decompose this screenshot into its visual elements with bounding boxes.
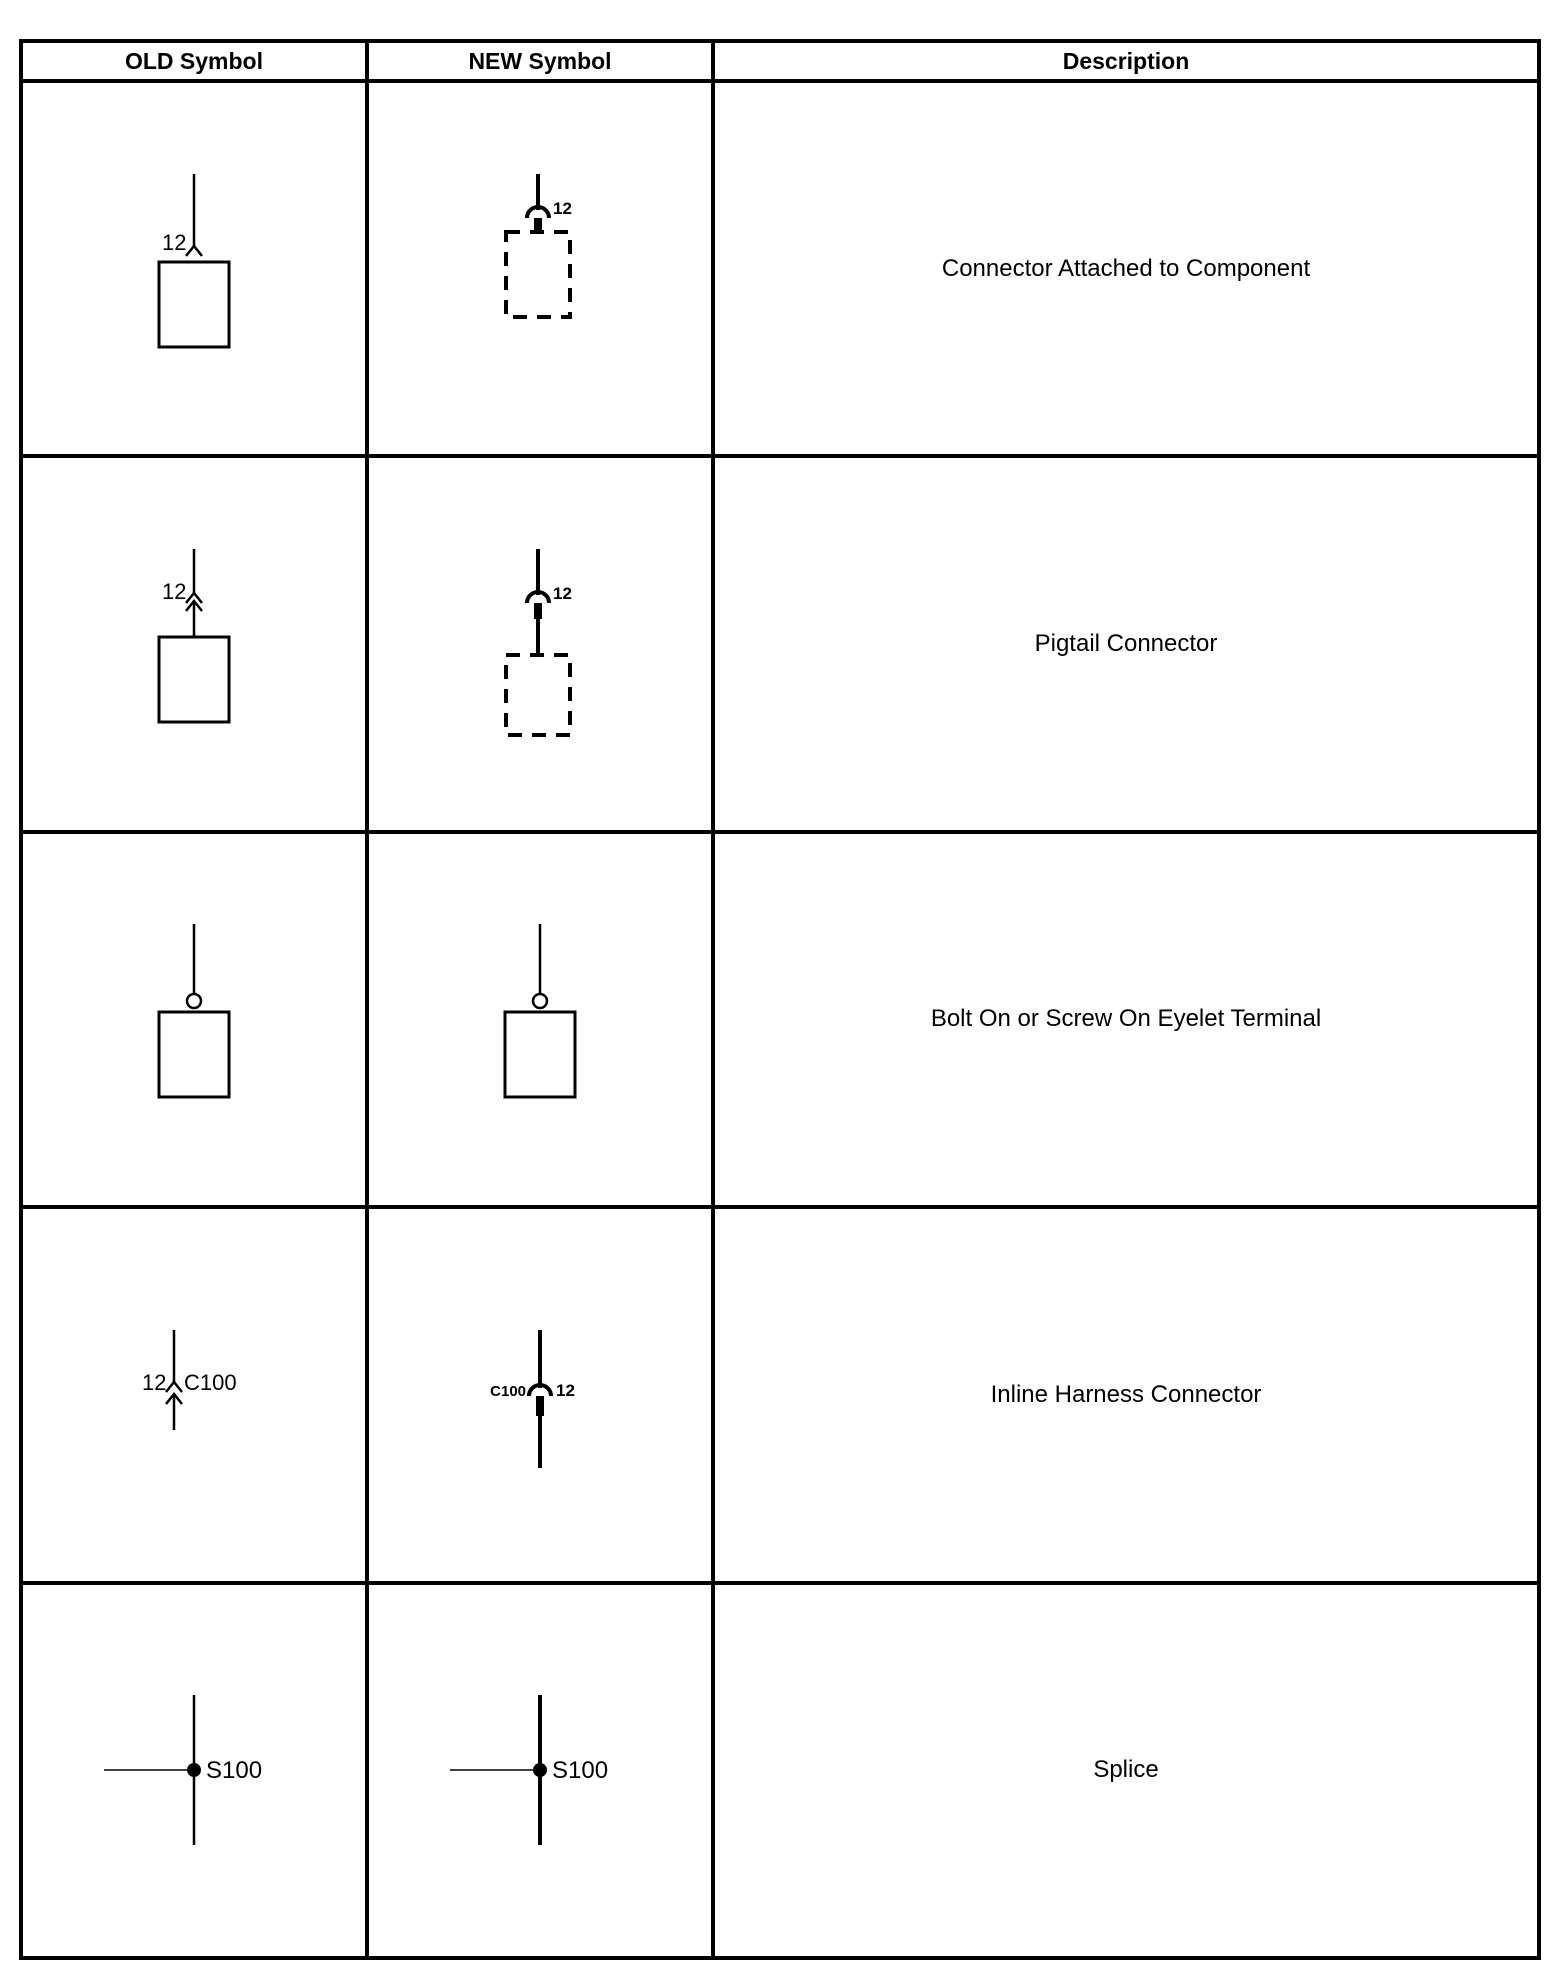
description-cell: Pigtail Connector (713, 456, 1539, 831)
table-row (21, 832, 1539, 1207)
splice-dot (187, 1763, 201, 1777)
old-symbol-cell (21, 832, 367, 1207)
symbol-comparison-table (19, 39, 1541, 1960)
description-cell: Inline Harness Connector (713, 1207, 1539, 1582)
pin-label: 12 (162, 579, 187, 605)
pin-label: 12 (553, 198, 572, 218)
eyelet-circle (187, 994, 201, 1008)
new-pigtail-symbol (480, 549, 600, 739)
splice-label: S100 (206, 1757, 263, 1785)
pin-label: 12 (142, 1369, 167, 1395)
description-cell: Connector Attached to Component (713, 81, 1539, 456)
new-symbol-cell (367, 81, 713, 456)
old-symbol-cell (21, 1583, 367, 1958)
new-splice-symbol (440, 1675, 640, 1865)
table-row (21, 456, 1539, 831)
component-box (505, 1012, 575, 1097)
header-old-symbol: OLD Symbol (21, 41, 367, 81)
old-symbol-cell (21, 1207, 367, 1582)
component-box-dashed (506, 232, 570, 317)
old-inline-connector-symbol (114, 1300, 274, 1490)
splice-label: S100 (552, 1757, 609, 1785)
table-row (21, 1583, 1539, 1958)
component-box (159, 1012, 229, 1097)
header-new-symbol: NEW Symbol (367, 41, 713, 81)
eyelet-circle (533, 994, 547, 1008)
new-eyelet-symbol (480, 924, 600, 1114)
old-eyelet-symbol (134, 924, 254, 1114)
old-symbol-cell (21, 456, 367, 831)
splice-dot (533, 1763, 547, 1777)
new-symbol-cell (367, 832, 713, 1207)
component-box (159, 262, 229, 347)
new-symbol-cell (367, 1207, 713, 1582)
table-row (21, 1207, 1539, 1582)
description-cell: Bolt On or Screw On Eyelet Terminal (713, 832, 1539, 1207)
pin-label: 12 (162, 229, 187, 255)
component-box-dashed (506, 655, 570, 735)
pin-label: 12 (556, 1380, 575, 1400)
old-pigtail-symbol (134, 549, 254, 739)
new-symbol-cell (367, 1583, 713, 1958)
connector-label: C100 (490, 1382, 526, 1400)
new-inline-connector-symbol (460, 1300, 620, 1490)
old-splice-symbol (94, 1675, 294, 1865)
new-symbol-cell (367, 456, 713, 831)
header-description: Description (713, 41, 1539, 81)
old-connector-attached-symbol (134, 174, 254, 364)
pin-label: 12 (553, 584, 572, 604)
description-cell: Splice (713, 1583, 1539, 1958)
new-connector-attached-symbol (480, 174, 600, 364)
component-box (159, 637, 229, 722)
connector-label: C100 (184, 1369, 237, 1395)
old-symbol-cell (21, 81, 367, 456)
header-row (21, 41, 1539, 81)
table-row (21, 81, 1539, 456)
